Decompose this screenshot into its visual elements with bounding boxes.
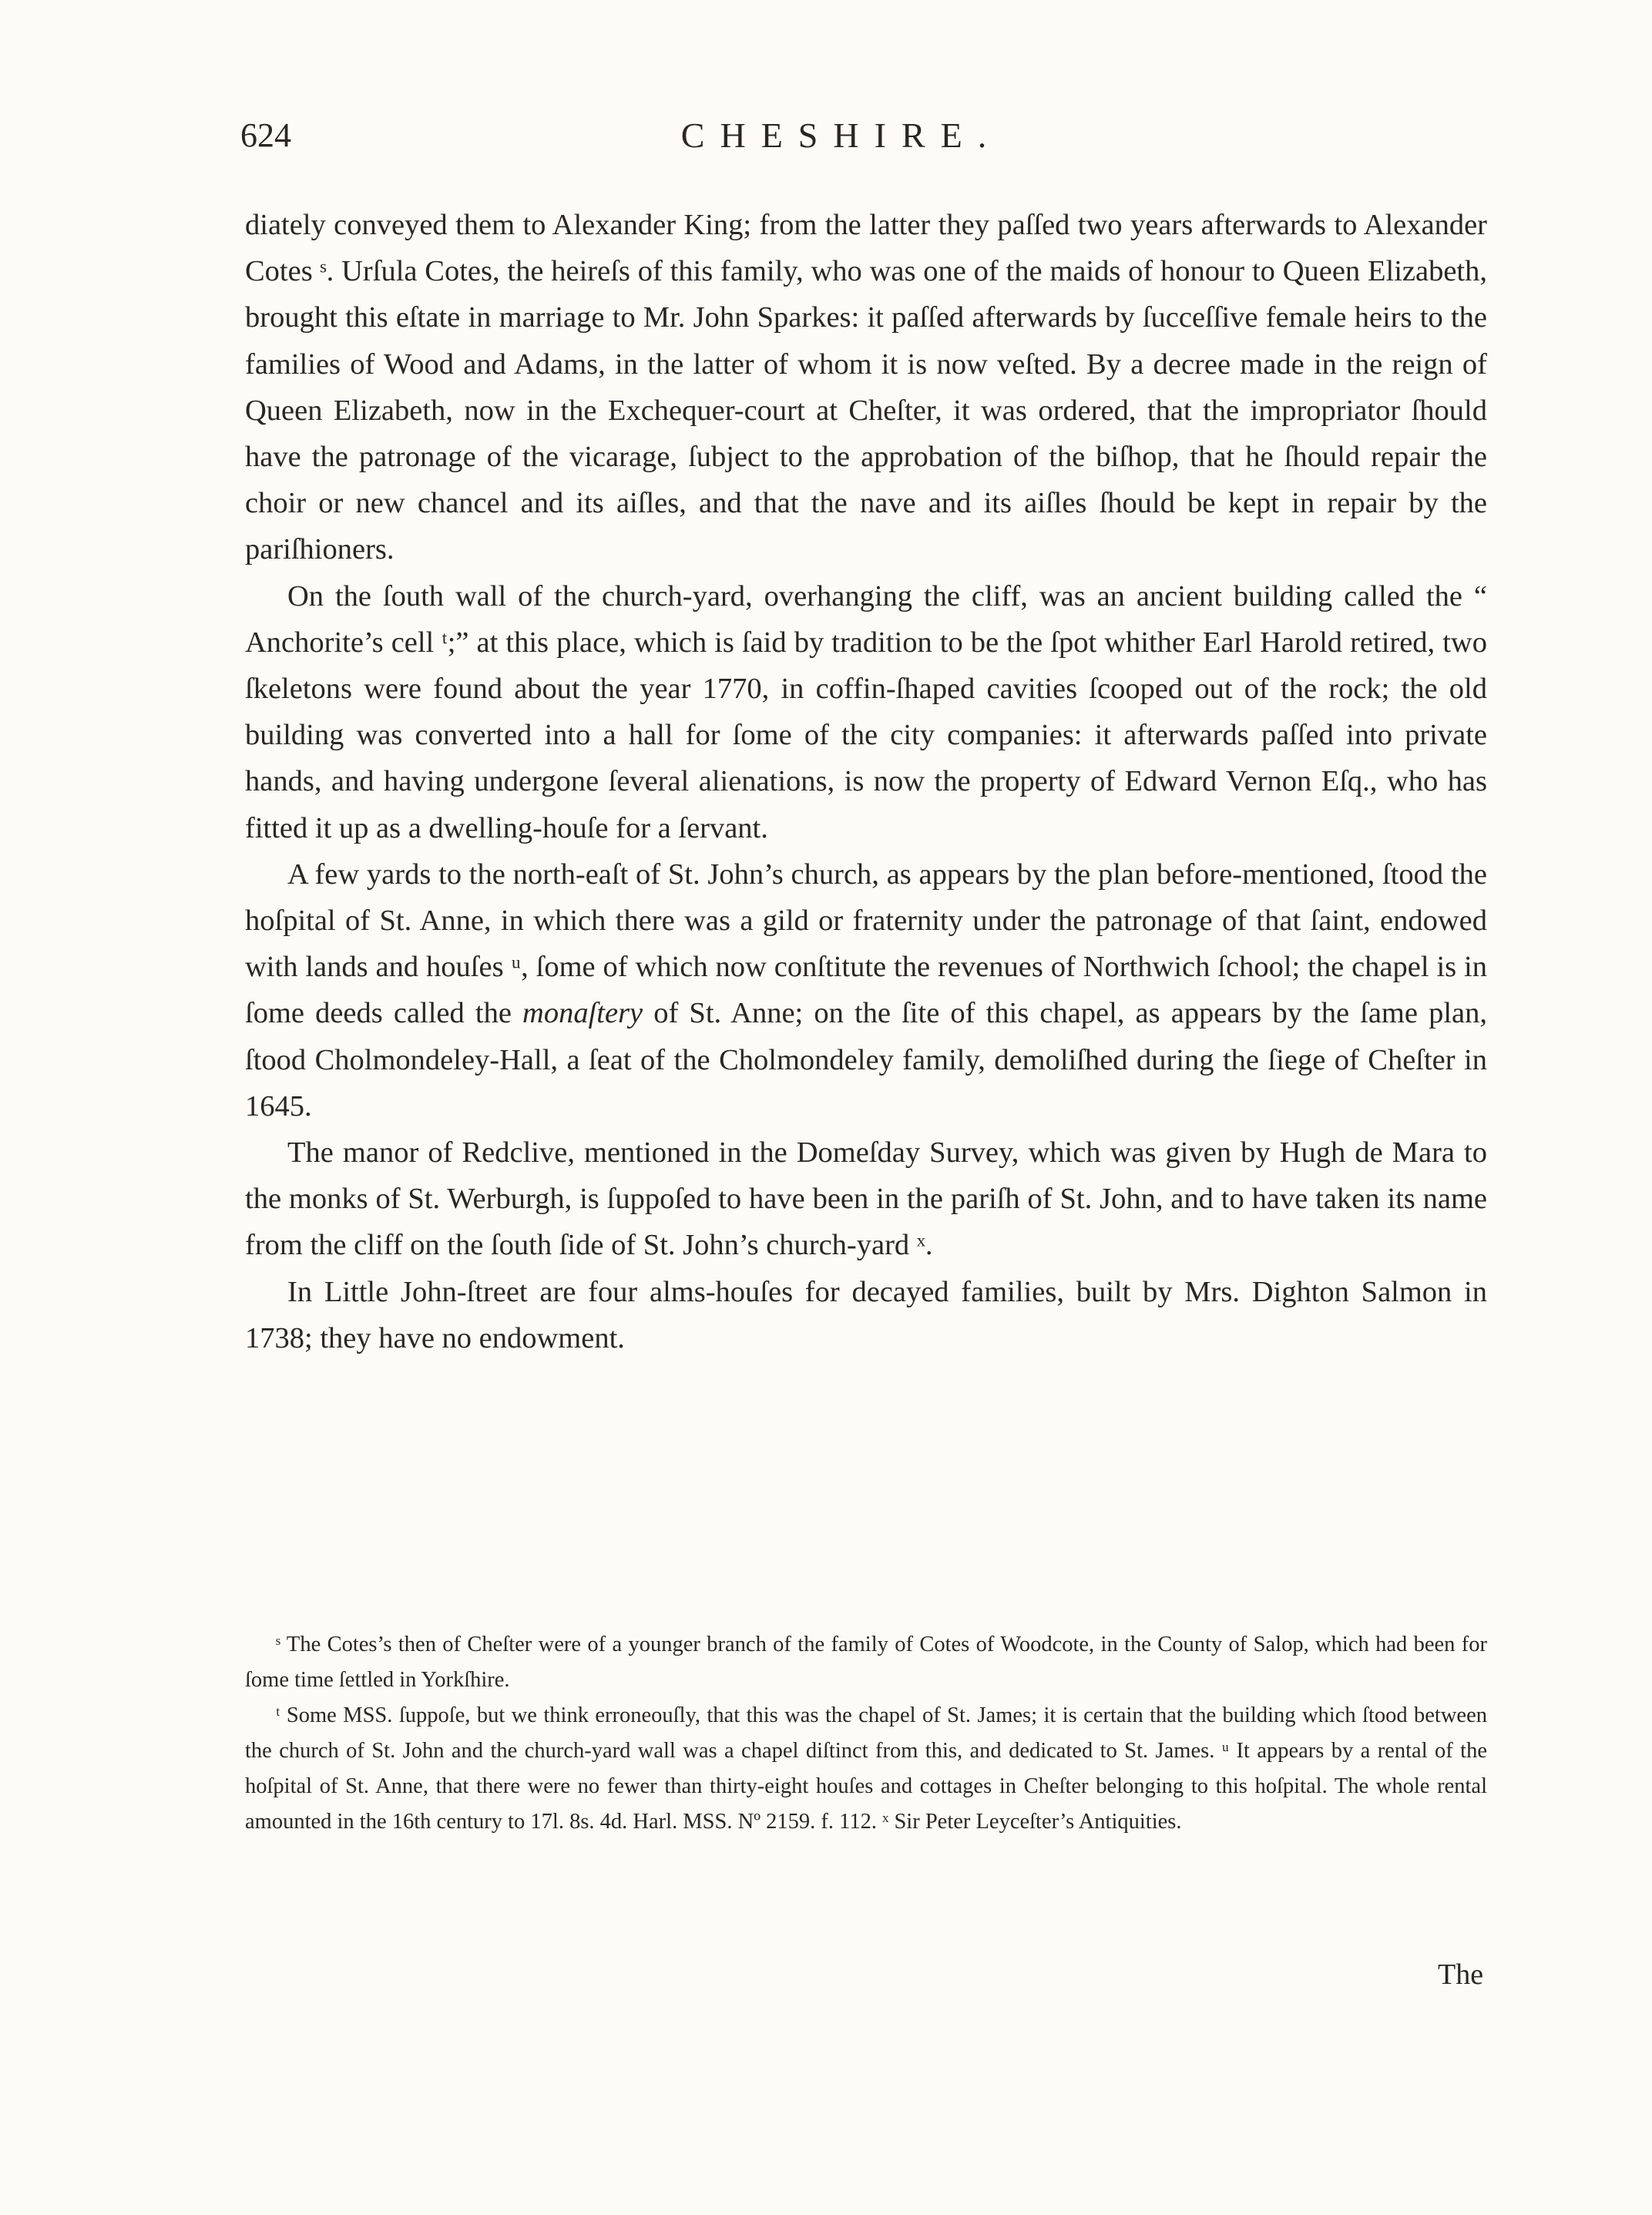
footnote-t-u-x: ᵗ Some MSS. ſuppoſe, but we think erroneouſly, that this was the chapel of St. James; it is certain that the building which ſtood between the church of St. John and the church-yard wall was a chapel diſtinct from this, and dedicated to St. James. ᵘ It appears by a rental of the hoſpital of St. Anne, that there were no fewer than thirty-eight houſes and cottages in Cheſter belonging to this hoſpital. The whole rental amounted in the 16th century to 17l. 8s. 4d. Harl. MSS. Nº 2159. f. 112. ˣ Sir Peter Leyceſter’s Antiquities.: [245, 1703, 1487, 1834]
catchword: The: [1438, 1958, 1484, 1991]
paragraph-2: On the ſouth wall of the church-yard, overhanging the cliff, was an ancient building called the “ Anchorite’s cell ᵗ;” at this place, which is ſaid by tradition to be the ſpot whither Earl Harold retired, two ſkeletons were found about the year 1770, in coffin-ſhaped cavities ſcooped out of the rock; the old building was converted into a hall for ſome of the city companies: it afterwards paſſed into private hands, and having undergone ſeveral alienations, is now the property of Edward Vernon Eſq., who has fitted it up as a dwelling-houſe for a ſervant.: [245, 579, 1487, 844]
running-head: CHESHIRE.: [680, 116, 1002, 155]
paragraph-1: diately conveyed them to Alexander King; from the latter they paſſed two years afterwards to Alexander Cotes ˢ. Urſula Cotes, the heireſs of this family, who was one of the maids of honour to Queen Elizabeth, brought this eſtate in marriage to Mr. John Sparkes: it paſſed afterwards by ſucceſſive female heirs to the families of Wood and Adams, in the latter of whom it is now veſted. By a decree made in the reign of Queen Elizabeth, now in the Exchequer-court at Cheſter, it was ordered, that the impropriator ſhould have the patronage of the vicarage, ſubject to the approbation of the biſhop, that he ſhould repair the choir or new chancel and its aiſles, and that the nave and its aiſles ſhould be kept in repair by the pariſhioners.: [245, 209, 1487, 566]
paragraph-5: In Little John-ſtreet are four alms-houſes for decayed families, built by Mrs. Dighton Salmon in 1738; they have no endowment.: [245, 1275, 1487, 1354]
paragraph-4: The manor of Redclive, mentioned in the Domeſday Survey, which was given by Hugh de Mara to the monks of St. Werburgh, is ſuppoſed to have been in the pariſh of St. John, and to have taken its name from the cliff on the ſouth ſide of St. John’s church-yard ˣ.: [245, 1136, 1487, 1262]
main-text: [245, 202, 1487, 1361]
footnote-s: ˢ The Cotes’s then of Cheſter were of a younger branch of the family of Cotes of Woodcote, in the County of Salop, which had been for ſome time ſettled in Yorkſhire.: [245, 1633, 1487, 1692]
paragraph-3-italic: monaſtery: [522, 997, 643, 1030]
footnotes: [245, 1627, 1487, 1840]
paragraph-3-part-1: A few yards to the north-eaſt of St. John’s church, as appears by the plan before-mentioned, ſtood the hoſpital of St. Anne, in which there was a gild or fraternity under the patronage of that ſaint, endowed with lands and houſes ᵘ, ſome of which now conſtitute the revenues of Northwich ſchool; the chapel is in ſome deeds called the: [245, 857, 1487, 1030]
paragraph-3: [245, 851, 1487, 1129]
paragraph-3-part-2: of St. Anne; on the ſite of this chapel, as appears by the ſame plan, ſtood Cholmondeley-Hall, a ſeat of the Cholmondeley family, demoliſhed during the ſiege of Cheſter in 1645.: [245, 997, 1487, 1123]
page-number: 624: [240, 116, 291, 154]
